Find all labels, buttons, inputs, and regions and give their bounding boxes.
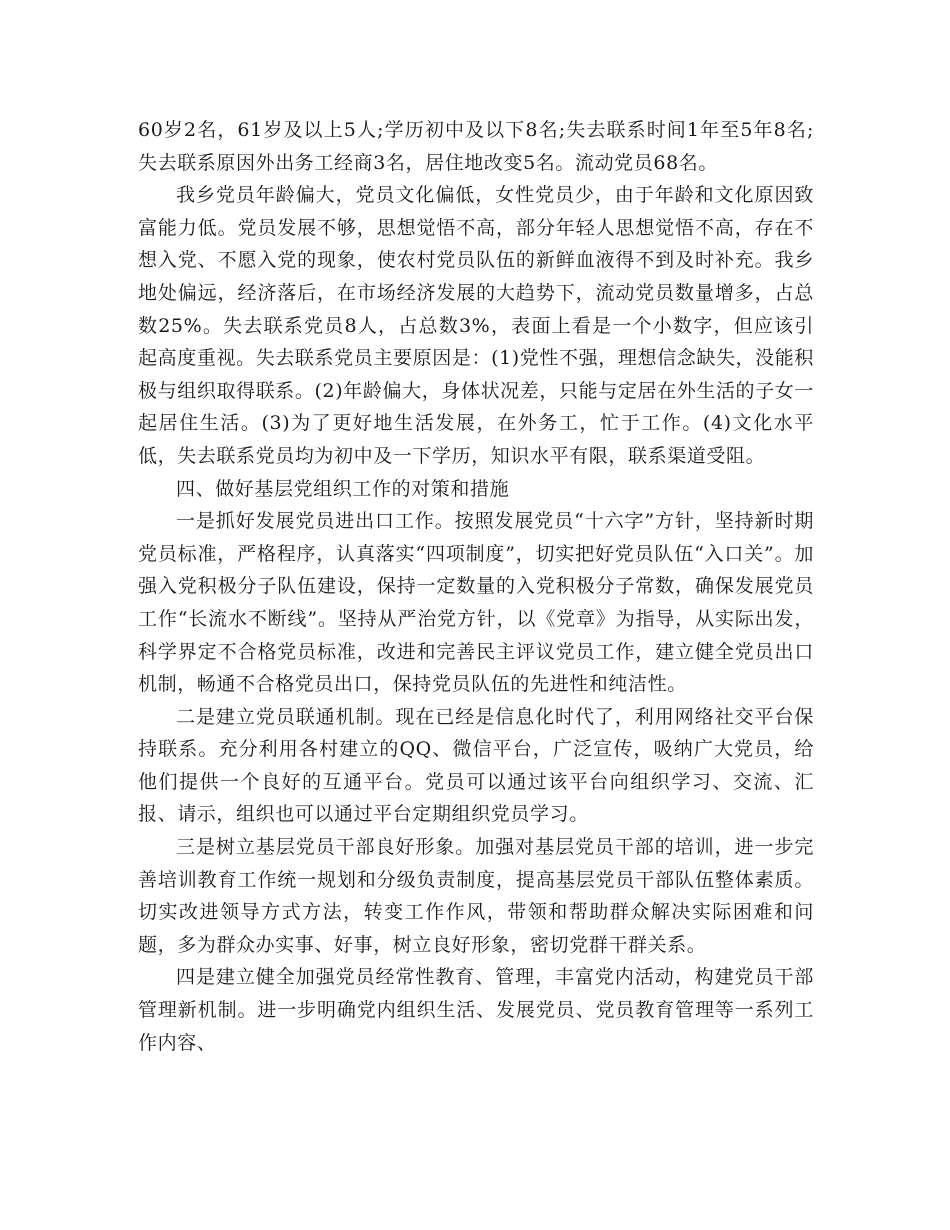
section-heading: 四、做好基层党组织工作的对策和措施 [176,477,510,500]
paragraph-measure-2: 二是建立党员联通机制。现在已经是信息化时代了，利用网络社交平台保持联系。充分利用各村建立的QQ、微信平台，广泛宣传，吸纳广大党员，给他们提供一个良好的互通平台。党员可以通过该平台向组织学习、交流、汇报、请示，组织也可以通过平台定期组织党员学习。 [138,705,814,826]
paragraph-measure-4: 四是建立健全加强党员经常性教育、管理，丰富党内活动，构建党员干部管理新机制。进一步明确党内组织生活、发展党员、党员教育管理等一系列工作内容、 [138,966,814,1054]
paragraph-measure-1: 一是抓好发展党员进出口工作。按照发展党员“十六字”方针，坚持新时期党员标准，严格程序，认真落实“四项制度”，切实把好党员队伍“入口关”。加强入党积极分子队伍建设，保持一定数量的入党积极分子常数，确保发展党员工作“长流水不断线”。坚持从严治党方针，以《党章》为指导，从实际出发，科学界定不合格党员标准，改进和完善民主评议党员工作，建立健全党员出口机制，畅通不合格党员出口，保持党员队伍的先进性和纯洁性。 [138,510,814,696]
paragraph-statistics: 60岁2名，61岁及以上5人;学历初中及以下8名;失去联系时间1年至5年8名;失去联系原因外出务工经商3名，居住地改变5名。流动党员68名。 [138,119,814,174]
document-body [138,114,814,1059]
paragraph-measure-3: 三是树立基层党员干部良好形象。加强对基层党员干部的培训，进一步完善培训教育工作统一规划和分级负责制度，提高基层党员干部队伍整体素质。切实改进领导方式方法，转变工作作风，带领和帮助群众解决实际困难和问题，多为群众办实事、好事，树立良好形象，密切党群干群关系。 [138,836,814,956]
paragraph-problems: 我乡党员年龄偏大，党员文化偏低，女性党员少，由于年龄和文化原因致富能力低。党员发展不够，思想觉悟不高，部分年轻人思想觉悟不高，存在不想入党、不愿入党的现象，使农村党员队伍的新鲜血液得不到及时补充。我乡地处偏远，经济落后，在市场经济发展的大趋势下，流动党员数量增多，占总数25%。失去联系党员8人，占总数3%，表面上看是一个小数字，但应该引起高度重视。失去联系党员主要原因是：(1)党性不强，理想信念缺失，没能积极与组织取得联系。(2)年龄偏大，身体状况差，只能与定居在外生活的子女一起居住生活。(3)为了更好地生活发展，在外务工，忙于工作。(4)文化水平低，失去联系党员均为初中及一下学历，知识水平有限，联系渠道受阻。 [138,184,814,467]
